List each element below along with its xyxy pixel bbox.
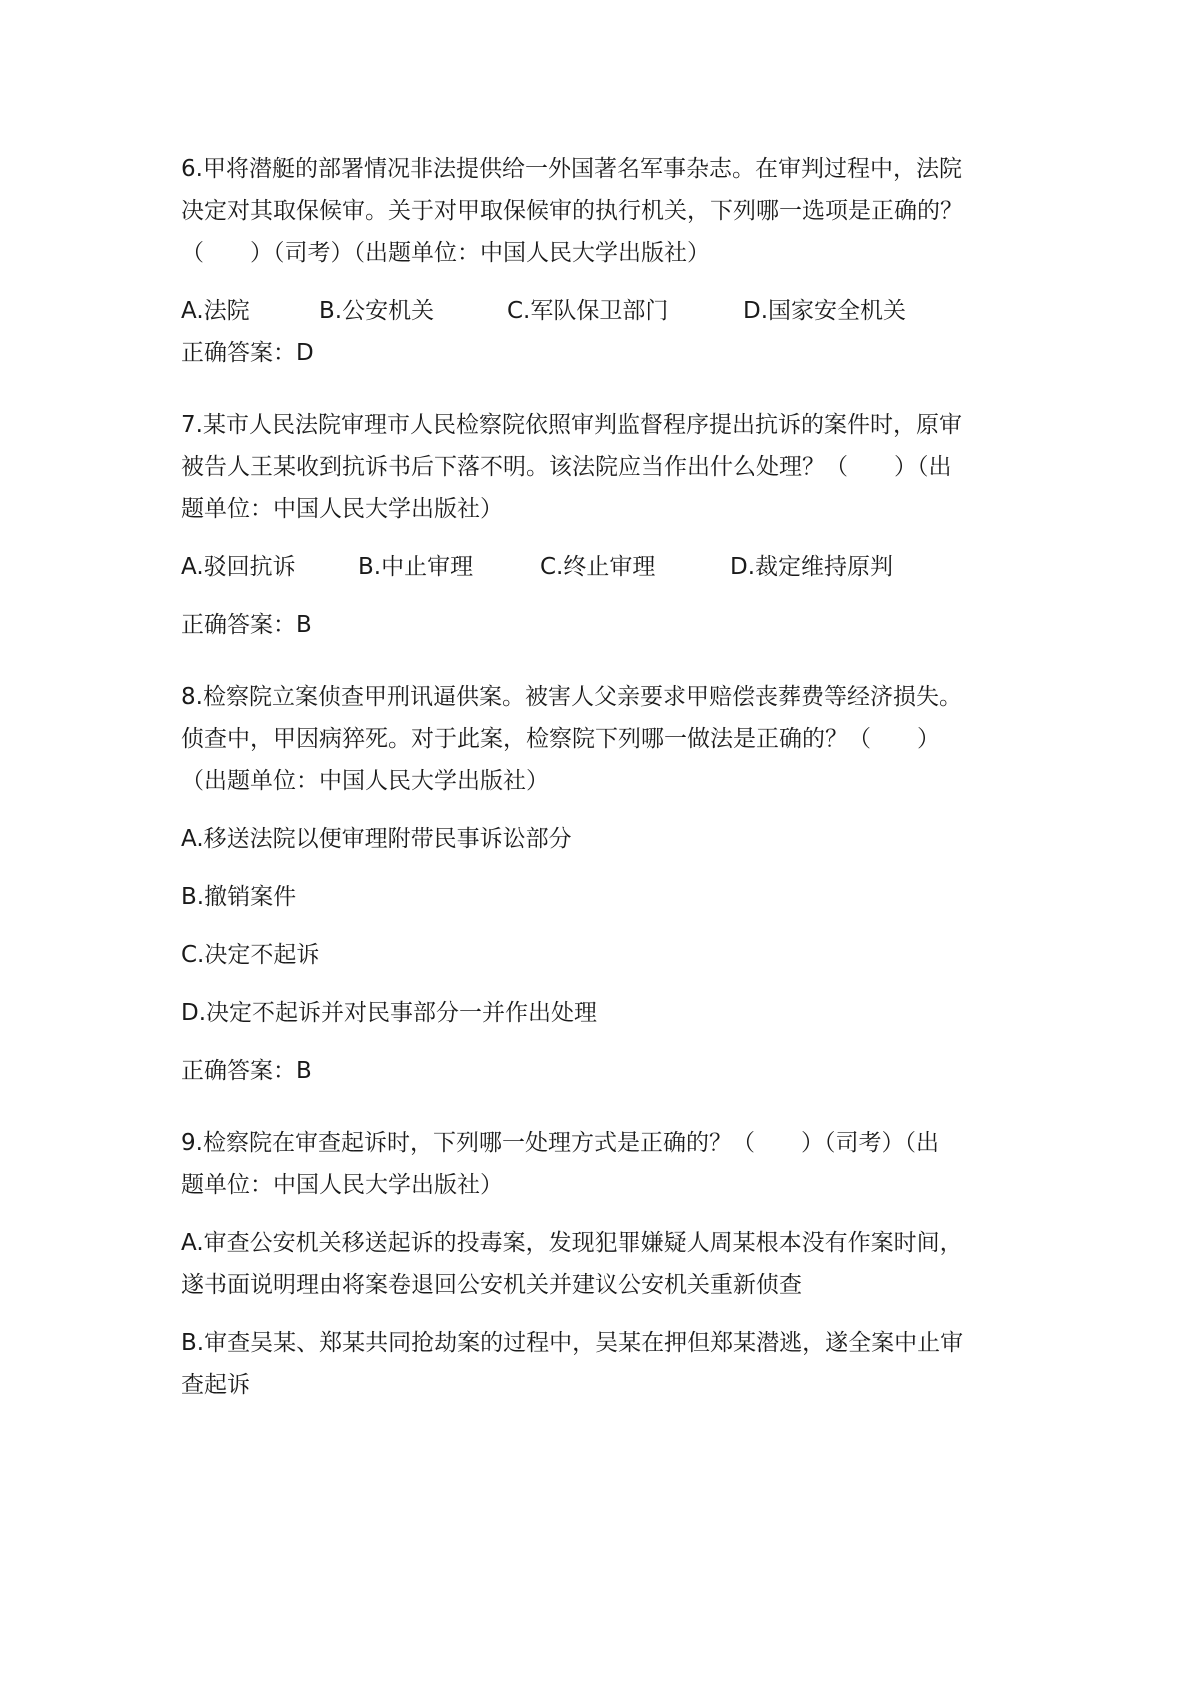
question-8-line-3: （出题单位：中国人民大学出版社） [181, 768, 549, 794]
question-6-answer: 正确答案：D [181, 340, 314, 366]
question-6-line-1: 6.甲将潜艇的部署情况非法提供给一外国著名军事杂志。在审判过程中，法院 [181, 156, 962, 182]
question-7-options [181, 546, 1011, 588]
question-9-option-b-line-1: B.审查吴某、郑某共同抢劫案的过程中，吴某在押但郑某潜逃，遂全案中止审 [181, 1330, 964, 1356]
question-7-answer: 正确答案：B [181, 612, 312, 638]
question-9-line-1: 9.检察院在审查起诉时，下列哪一处理方式是正确的？（ ）（司考）（出 [181, 1130, 939, 1156]
question-9-option-b-line-2: 查起诉 [181, 1372, 250, 1398]
question-6-option-c: C.军队保卫部门 [507, 298, 669, 324]
document-page [181, 148, 1011, 1406]
question-7-line-2: 被告人王某收到抗诉书后下落不明。该法院应当作出什么处理？（ ）（出 [181, 454, 952, 480]
question-9-option-a-line-2: 遂书面说明理由将案卷退回公安机关并建议公安机关重新侦查 [181, 1272, 802, 1298]
question-6-options [181, 290, 1011, 332]
question-8 [181, 676, 1011, 1092]
question-8-option-b: B.撤销案件 [181, 884, 297, 910]
question-8-option-d: D.决定不起诉并对民事部分一并作出处理 [181, 1000, 598, 1026]
question-7-line-1: 7.某市人民法院审理市人民检察院依照审判监督程序提出抗诉的案件时，原审 [181, 412, 962, 438]
question-9-option-a-line-1: A.审查公安机关移送起诉的投毒案，发现犯罪嫌疑人周某根本没有作案时间， [181, 1230, 963, 1256]
question-7 [181, 404, 1011, 646]
question-6-option-b: B.公安机关 [319, 298, 435, 324]
question-6-line-2: 决定对其取保候审。关于对甲取保候审的执行机关，下列哪一选项是正确的？ [181, 198, 963, 224]
question-7-option-d: D.裁定维持原判 [730, 554, 894, 580]
question-8-option-a: A.移送法院以便审理附带民事诉讼部分 [181, 826, 572, 852]
question-9-line-2: 题单位：中国人民大学出版社） [181, 1172, 503, 1198]
question-8-option-c: C.决定不起诉 [181, 942, 320, 968]
question-7-line-3: 题单位：中国人民大学出版社） [181, 496, 503, 522]
question-9 [181, 1122, 1011, 1406]
question-7-option-b: B.中止审理 [358, 554, 474, 580]
question-6-option-d: D.国家安全机关 [743, 298, 907, 324]
question-8-line-1: 8.检察院立案侦查甲刑讯逼供案。被害人父亲要求甲赔偿丧葬费等经济损失。 [181, 684, 962, 710]
question-6 [181, 148, 1011, 374]
question-8-line-2: 侦查中，甲因病猝死。对于此案，检察院下列哪一做法是正确的？（ ） [181, 726, 940, 752]
question-8-answer: 正确答案：B [181, 1058, 312, 1084]
question-7-option-c: C.终止审理 [540, 554, 656, 580]
question-6-line-3: （ ）（司考）（出题单位：中国人民大学出版社） [181, 240, 710, 266]
question-7-option-a: A.驳回抗诉 [181, 554, 296, 580]
question-6-option-a: A.法院 [181, 298, 250, 324]
